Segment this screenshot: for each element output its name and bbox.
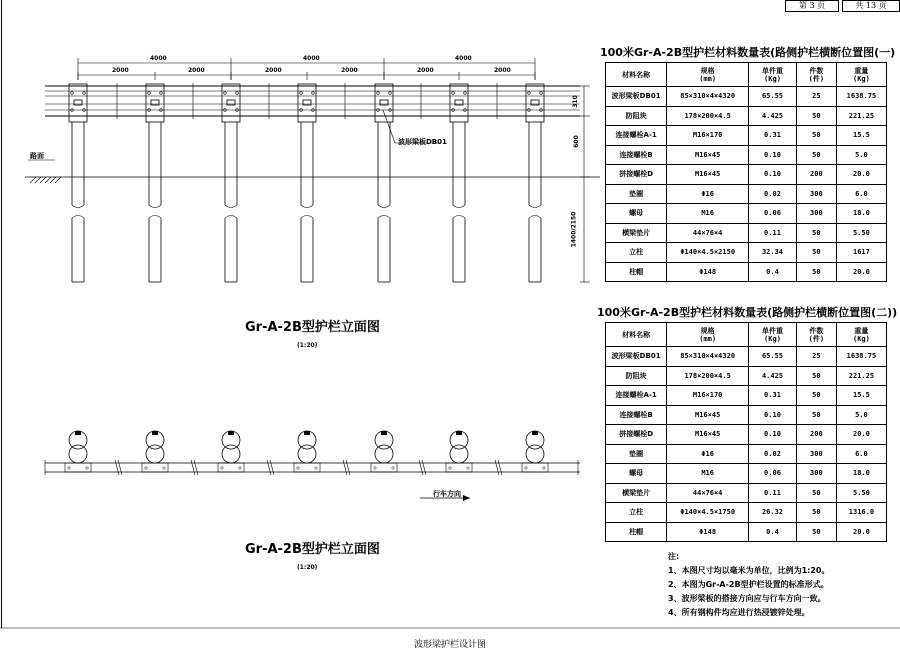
post-break xyxy=(72,205,84,208)
ground-hatch xyxy=(30,177,36,183)
beam-label: 波形梁板DB01 xyxy=(398,138,447,146)
table-cell: 50 xyxy=(796,405,836,425)
table-row xyxy=(606,444,887,464)
table-cell: 300 xyxy=(796,204,836,224)
table-cell: 4.425 xyxy=(749,106,797,126)
table-cell: M16 xyxy=(667,464,749,484)
bolt-hole xyxy=(467,467,469,469)
table-cell: Φ140×4.5×1750 xyxy=(667,503,749,523)
bolt-hole xyxy=(312,92,315,95)
table-cell: 50 xyxy=(796,366,836,386)
ground-hatch xyxy=(55,177,61,183)
dim-right-c: 1400/2150 xyxy=(570,211,578,248)
table-cell: 5.0 xyxy=(836,145,886,165)
table-cell: 20.0 xyxy=(836,425,886,445)
table-row xyxy=(606,347,887,367)
table1-title: 100米Gr-A-2B型护栏材料数量表(路侧护栏横断位置图(一) xyxy=(600,46,896,59)
bolt-hole xyxy=(377,92,380,95)
elevation-scale: (1:20) xyxy=(297,342,318,349)
table-cell: 连接螺栓A-1 xyxy=(606,126,667,146)
bolt-hole xyxy=(374,467,376,469)
dim-half-2: 2000 xyxy=(188,67,205,74)
ground-hatch xyxy=(50,177,56,183)
note-item-4: 4、所有钢构件均应进行热浸镀锌处理。 xyxy=(668,608,810,617)
table-cell: M16×45 xyxy=(667,165,749,185)
table-cell: 螺母 xyxy=(606,464,667,484)
table-cell: 221.25 xyxy=(836,106,886,126)
column-header: 重量 (Kg) xyxy=(836,63,886,87)
table-cell: 拼接螺栓D xyxy=(606,165,667,185)
post-cap xyxy=(228,431,234,435)
table-cell: 垫圈 xyxy=(606,184,667,204)
table-cell: Φ140×4.5×2150 xyxy=(667,243,749,263)
table-cell: 44×76×4 xyxy=(667,483,749,503)
column-header: 单件重 (Kg) xyxy=(749,63,797,87)
dim-right-a: 310 xyxy=(571,95,579,108)
post-circle xyxy=(450,445,468,463)
post-cap xyxy=(75,431,81,435)
post xyxy=(450,84,468,282)
table-cell: 50 xyxy=(796,106,836,126)
table-row xyxy=(606,165,887,185)
block-plan xyxy=(446,463,472,472)
post-break xyxy=(529,216,541,219)
dim-half-1: 2000 xyxy=(112,67,129,74)
table-cell: 0.4 xyxy=(749,522,797,541)
table-cell: 拼接螺栓D xyxy=(606,425,667,445)
table-header-row xyxy=(606,323,887,347)
post-break xyxy=(378,216,390,219)
material-table-1 xyxy=(605,62,887,282)
table-row xyxy=(606,483,887,503)
table-cell: 波形梁板DB01 xyxy=(606,87,667,107)
table-cell: 65.55 xyxy=(749,347,797,367)
post-cap xyxy=(304,431,310,435)
table-cell: 0.02 xyxy=(749,184,797,204)
bolt-hole xyxy=(163,467,165,469)
column-header: 件数 (件) xyxy=(796,323,836,347)
plan-title: Gr-A-2B型护栏立面图 xyxy=(245,542,380,557)
table-cell: 50 xyxy=(796,386,836,406)
column-header: 规格 (mm) xyxy=(667,323,749,347)
block-plan xyxy=(294,463,320,472)
post-plan xyxy=(218,431,244,472)
table-cell: 25 xyxy=(796,87,836,107)
post-break xyxy=(149,205,161,208)
elevation-title: Gr-A-2B型护栏立面图 xyxy=(245,320,380,335)
post-plan xyxy=(65,431,91,472)
post-break xyxy=(529,205,541,208)
table-cell: 1638.75 xyxy=(836,87,886,107)
bolt-hole xyxy=(68,467,70,469)
table-cell: 25 xyxy=(796,347,836,367)
table-cell: 柱帽 xyxy=(606,262,667,281)
table-cell: 波形梁板DB01 xyxy=(606,347,667,367)
post-break xyxy=(149,216,161,219)
table-cell: 200 xyxy=(796,165,836,185)
post xyxy=(375,84,393,282)
block-plan xyxy=(522,463,548,472)
table-cell: 44×76×4 xyxy=(667,223,749,243)
post-circle xyxy=(222,445,240,463)
post-break xyxy=(72,216,84,219)
table-row xyxy=(606,503,887,523)
table-cell: 221.25 xyxy=(836,366,886,386)
post-circle xyxy=(375,445,393,463)
elevation-view xyxy=(25,58,600,282)
table-cell: 0.10 xyxy=(749,405,797,425)
column-header: 规格 (mm) xyxy=(667,63,749,87)
post-break xyxy=(225,205,237,208)
block-plan xyxy=(65,463,91,472)
table-row xyxy=(606,405,887,425)
bolt-hole xyxy=(300,92,303,95)
bolt-hole xyxy=(297,467,299,469)
table-cell: 防阻块 xyxy=(606,106,667,126)
table-cell: 50 xyxy=(796,262,836,281)
table-row xyxy=(606,87,887,107)
table-cell: 5.50 xyxy=(836,483,886,503)
table-cell: 32.34 xyxy=(749,243,797,263)
table-cell: 26.32 xyxy=(749,503,797,523)
table-row xyxy=(606,262,887,281)
table-cell: 0.02 xyxy=(749,444,797,464)
plan-scale: (1:20) xyxy=(297,564,318,571)
column-header: 材料名称 xyxy=(606,63,667,87)
bolt-hole xyxy=(464,92,467,95)
table-cell: 6.0 xyxy=(836,184,886,204)
table-row xyxy=(606,145,887,165)
table-cell: 15.5 xyxy=(836,126,886,146)
post-cap xyxy=(381,431,387,435)
table-cell: 0.11 xyxy=(749,223,797,243)
post-plan xyxy=(522,431,548,472)
block-plan xyxy=(142,463,168,472)
table-cell: 0.06 xyxy=(749,204,797,224)
post xyxy=(298,84,316,282)
post-plan xyxy=(142,431,168,472)
table-row xyxy=(606,243,887,263)
table-cell: 立柱 xyxy=(606,243,667,263)
page-total: 共 13 页 xyxy=(842,0,900,12)
table-cell: 50 xyxy=(796,522,836,541)
post xyxy=(222,84,240,282)
dim-half-4: 2000 xyxy=(341,67,358,74)
table-cell: 6.0 xyxy=(836,444,886,464)
table-cell: 5.0 xyxy=(836,405,886,425)
bolt-hole xyxy=(236,92,239,95)
bolt-hole xyxy=(540,92,543,95)
post xyxy=(69,84,87,282)
column-header: 件数 (件) xyxy=(796,63,836,87)
column-header: 单件重 (Kg) xyxy=(749,323,797,347)
table-cell: 0.10 xyxy=(749,165,797,185)
table-cell: 0.31 xyxy=(749,386,797,406)
table-row xyxy=(606,366,887,386)
table-row xyxy=(606,204,887,224)
dim-top-3: 4000 xyxy=(455,55,472,62)
table-cell: 连接螺栓B xyxy=(606,405,667,425)
table-cell: 200 xyxy=(796,425,836,445)
bolt-hole xyxy=(452,92,455,95)
table-cell: Φ16 xyxy=(667,184,749,204)
note-item-3: 3、波形梁板的搭接方向应与行车方向一致。 xyxy=(668,594,826,603)
table-cell: 50 xyxy=(796,503,836,523)
table-cell: 0.06 xyxy=(749,464,797,484)
table-cell: M16×170 xyxy=(667,386,749,406)
table-cell: 防阻块 xyxy=(606,366,667,386)
table-cell: 20.0 xyxy=(836,165,886,185)
post-plan xyxy=(371,431,397,472)
post-break xyxy=(301,216,313,219)
bolt-hole xyxy=(83,92,86,95)
notes-heading: 注: xyxy=(668,552,680,561)
ground-hatch xyxy=(45,177,51,183)
table-cell: M16×45 xyxy=(667,145,749,165)
table-cell: 1638.75 xyxy=(836,347,886,367)
table-cell: 20.0 xyxy=(836,262,886,281)
notes-block xyxy=(668,550,829,620)
table-row xyxy=(606,386,887,406)
dim-top-2: 4000 xyxy=(303,55,320,62)
table-cell: 柱帽 xyxy=(606,522,667,541)
table-cell: Φ148 xyxy=(667,522,749,541)
table-cell: M16×45 xyxy=(667,425,749,445)
bolt-hole xyxy=(224,92,227,95)
ground-hatch xyxy=(35,177,41,183)
table-cell: Φ148 xyxy=(667,262,749,281)
table-cell: 18.0 xyxy=(836,464,886,484)
block-plan xyxy=(218,463,244,472)
table-row xyxy=(606,184,887,204)
dim-right-b: 600 xyxy=(572,135,580,148)
post-circle xyxy=(146,445,164,463)
dim-half-6: 2000 xyxy=(494,67,511,74)
post-plan xyxy=(294,431,320,472)
bolt-hole xyxy=(389,92,392,95)
bolt-hole xyxy=(525,467,527,469)
table-cell: 1316.0 xyxy=(836,503,886,523)
table-cell: 连接螺栓B xyxy=(606,145,667,165)
table-cell: M16×170 xyxy=(667,126,749,146)
table-header-row xyxy=(606,63,887,87)
table-cell: 85×310×4×4320 xyxy=(667,347,749,367)
table-row xyxy=(606,126,887,146)
table-cell: 0.10 xyxy=(749,425,797,445)
table-row xyxy=(606,106,887,126)
post-circle xyxy=(526,445,544,463)
post-cap xyxy=(456,431,462,435)
note-item-1: 1、本图尺寸均以毫米为单位，比例为1:20。 xyxy=(668,566,830,575)
post-circle xyxy=(69,445,87,463)
arrow-head xyxy=(463,495,470,501)
post-cap xyxy=(532,431,538,435)
material-table-2 xyxy=(605,322,887,542)
table-cell: 横梁垫片 xyxy=(606,483,667,503)
table-cell: 20.0 xyxy=(836,522,886,541)
table-cell: 垫圈 xyxy=(606,444,667,464)
bolt-hole xyxy=(160,92,163,95)
table2-title: 100米Gr-A-2B型护栏材料数量表(路侧护栏横断位置图(二)) xyxy=(597,306,898,319)
page-current: 第 3 页 xyxy=(785,0,839,12)
dim-half-3: 2000 xyxy=(265,67,282,74)
table-cell: 50 xyxy=(796,243,836,263)
table-row xyxy=(606,223,887,243)
table-cell: 0.4 xyxy=(749,262,797,281)
table-cell: 横梁垫片 xyxy=(606,223,667,243)
table-cell: 300 xyxy=(796,464,836,484)
direction-label: 行车方向 xyxy=(433,490,461,498)
table-row xyxy=(606,522,887,541)
table-cell: 18.0 xyxy=(836,204,886,224)
bolt-hole xyxy=(449,467,451,469)
table-cell: 0.11 xyxy=(749,483,797,503)
block-plan xyxy=(371,463,397,472)
plan-view xyxy=(45,431,580,501)
bolt-hole xyxy=(543,467,545,469)
table-cell: 50 xyxy=(796,145,836,165)
table-cell: 4.425 xyxy=(749,366,797,386)
note-item-2: 2、本图为Gr-A-2B型护栏设置的标准形式。 xyxy=(668,580,829,589)
bolt-hole xyxy=(315,467,317,469)
bolt-hole xyxy=(392,467,394,469)
table-cell: 5.50 xyxy=(836,223,886,243)
dim-half-5: 2000 xyxy=(417,67,434,74)
table-cell: 50 xyxy=(796,126,836,146)
bolt-hole xyxy=(221,467,223,469)
table-cell: 65.55 xyxy=(749,87,797,107)
bolt-hole xyxy=(528,92,531,95)
table-cell: 300 xyxy=(796,184,836,204)
table-cell: Φ16 xyxy=(667,444,749,464)
post-circle xyxy=(298,445,316,463)
table-cell: 连接螺栓A-1 xyxy=(606,386,667,406)
post xyxy=(146,84,164,282)
table-cell: 立柱 xyxy=(606,503,667,523)
post-break xyxy=(301,205,313,208)
post xyxy=(526,84,544,282)
bolt-hole xyxy=(148,92,151,95)
bolt-hole xyxy=(86,467,88,469)
table-cell: M16×45 xyxy=(667,405,749,425)
table-cell: 螺母 xyxy=(606,204,667,224)
table-row xyxy=(606,464,887,484)
dim-top-1: 4000 xyxy=(150,55,167,62)
ground-label: 路面 xyxy=(30,152,44,160)
bolt-hole xyxy=(71,92,74,95)
post-break xyxy=(378,205,390,208)
ground-hatch xyxy=(40,177,46,183)
table-cell: 300 xyxy=(796,444,836,464)
post-plan xyxy=(446,431,472,472)
column-header: 重量 (Kg) xyxy=(836,323,886,347)
table-cell: 178×200×4.5 xyxy=(667,106,749,126)
table-cell: M16 xyxy=(667,204,749,224)
table-cell: 50 xyxy=(796,483,836,503)
drawing-footer-title: 波形梁护栏设计图 xyxy=(413,640,486,650)
table-cell: 0.31 xyxy=(749,126,797,146)
post-break xyxy=(453,216,465,219)
table-cell: 15.5 xyxy=(836,386,886,406)
column-header: 材料名称 xyxy=(606,323,667,347)
table-cell: 85×310×4×4320 xyxy=(667,87,749,107)
table-cell: 178×200×4.5 xyxy=(667,366,749,386)
bolt-hole xyxy=(145,467,147,469)
table-cell: 1617 xyxy=(836,243,886,263)
post-cap xyxy=(152,431,158,435)
table-row xyxy=(606,425,887,445)
table-cell: 50 xyxy=(796,223,836,243)
bolt-hole xyxy=(239,467,241,469)
post-break xyxy=(453,205,465,208)
table-cell: 0.10 xyxy=(749,145,797,165)
post-break xyxy=(225,216,237,219)
